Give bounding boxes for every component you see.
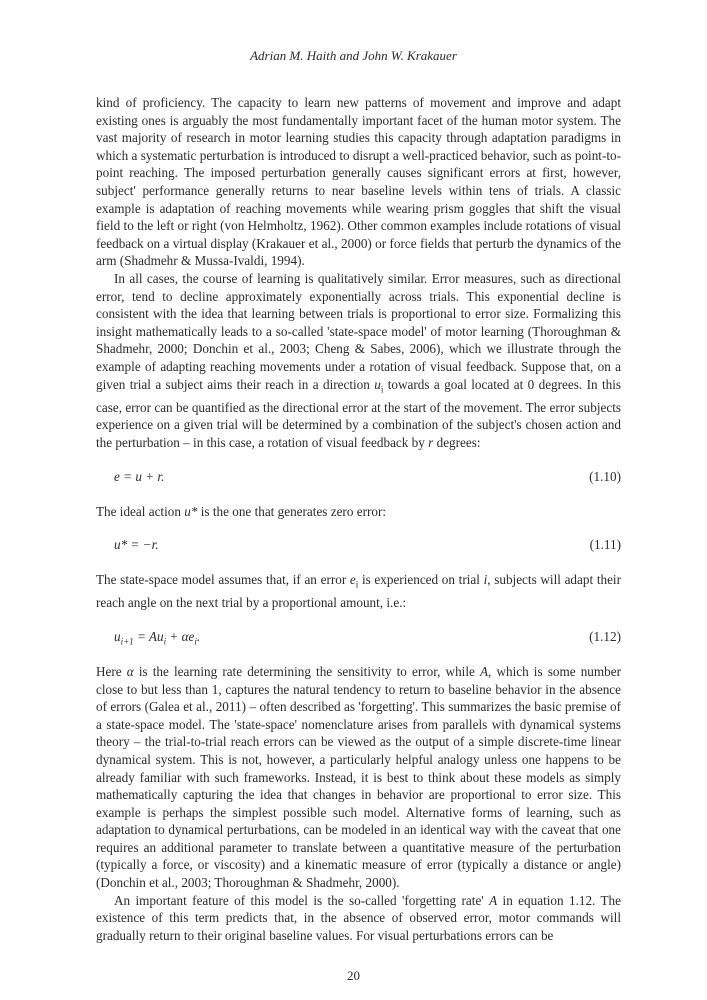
equation-1-12 bbox=[96, 628, 621, 646]
equation-expression: e = u + r. bbox=[114, 468, 165, 484]
paragraph: The ideal action u* is the one that generates zero error: bbox=[96, 503, 387, 519]
variable: α bbox=[126, 663, 134, 679]
equation-expression: $u_{i+1} = Au_i + \alpha e_i$. bbox=[114, 628, 201, 647]
variable: r bbox=[428, 434, 434, 450]
variable: A bbox=[479, 663, 489, 679]
variable: e bbox=[349, 572, 356, 588]
variable: u bbox=[374, 376, 381, 392]
equation-1-10 bbox=[96, 468, 621, 486]
paragraph: An important feature of this model is the so-called 'forgetting rate' A in equation 1.12. The existence of this term predicts that, in the absence of observed error, motor commands will gradually return to their original baseline values. For visual perturbations errors can be bbox=[96, 892, 622, 943]
paragraph: In all cases, the course of learning is qualitatively similar. Error measures, such as directional error, tend to decline approximately exponentially across trials. This exponential decline is consistent with the idea that learning between trials is proportional to error size. Formalizing this insight mathematically leads to a so-called 'state-space model' of motor learning (Thoroughman & Shadmehr, 2000; Donchin et al., 2003; Cheng & Sabes, 2006), which we illustrate through the example of adapting reaching movements under a rotation of visual feedback. Suppose that, on a given trial a subject aims their reach in a direction $u_i$ towards a goal located at 0 degrees. In this case, error can be quantified as the directional error at the start of the movement. The error subjects experience on a given trial will be determined by a combination of the subject's chosen action and the perturbation – in this case, a rotation of visual feedback by r degrees: bbox=[96, 270, 622, 450]
variable: u* bbox=[184, 503, 198, 519]
page-body bbox=[96, 94, 621, 944]
equation-number: (1.12) bbox=[589, 628, 621, 644]
subscript: i bbox=[355, 579, 359, 590]
equation-number: (1.10) bbox=[589, 468, 621, 484]
equation-number: (1.11) bbox=[589, 537, 621, 553]
subscript: i bbox=[380, 384, 384, 395]
equation-expression: u* = −r. bbox=[114, 537, 159, 553]
paragraph: Here α is the learning rate determining the sensitivity to error, while A, which is some number close to but less than 1, captures the natural tendency to return to baseline behavior in the absence of errors (Galea et al., 2011) – often described as 'forgetting'. This summarizes the basic premise of a state-space model. The 'state-space' nomenclature arises from parallels with dynamical systems theory – the trial-to-trial reach errors can be viewed as the output of a simple discrete-time linear dynamical system. This is not, however, a particularly helpful analogy unless one happens to be already familiar with such frameworks. Instead, it is best to think about these models as simply mathematically capturing the idea that changes in behavior are proportional to error size. This example is perhaps the simplest possible such model. Alternative forms of learning, such as adaptation to dynamical perturbations, can be modeled in an identical way with the caveat that one requires an additional parameter to translate between a quantitative measure of the perturbation (typically a force, or viscosity) and a kinematic measure of error (typically a distance or angle) (Donchin et al., 2003; Thoroughman & Shadmehr, 2000). bbox=[96, 663, 621, 891]
running-head: Adrian M. Haith and John W. Krakauer bbox=[250, 48, 457, 63]
paragraph: kind of proficiency. The capacity to learn new patterns of movement and improve and adapt existing ones is arguably the most fundamentally important facet of the human motor system. The vast majority of research in motor learning studies this capacity through adaptation paradigms in which a systematic perturbation is introduced to disrupt a well-practiced behavior, such as point-to-point reaching. The imposed perturbation generally causes significant errors at first, however, subject' performance generally returns to near baseline levels within tens of trials. A classic example is adaptation of reaching movements while wearing prism goggles that shift the visual field to the left or right (von Helmholtz, 1962). Other common examples include rotations of visual feedback on a virtual display (Krakauer et al., 2000) or force fields that perturb the dynamics of the arm (Shadmehr & Mussa-Ivaldi, 1994). bbox=[96, 95, 621, 269]
page-number: 20 bbox=[347, 968, 360, 983]
variable: A bbox=[489, 892, 498, 908]
variable: i bbox=[483, 572, 488, 588]
paragraph: The state-space model assumes that, if an error $e_i$ is experienced on trial i, subjects will adapt their reach angle on the next trial by a proportional amount, i.e.: bbox=[96, 572, 621, 611]
equation-1-11 bbox=[96, 536, 621, 554]
